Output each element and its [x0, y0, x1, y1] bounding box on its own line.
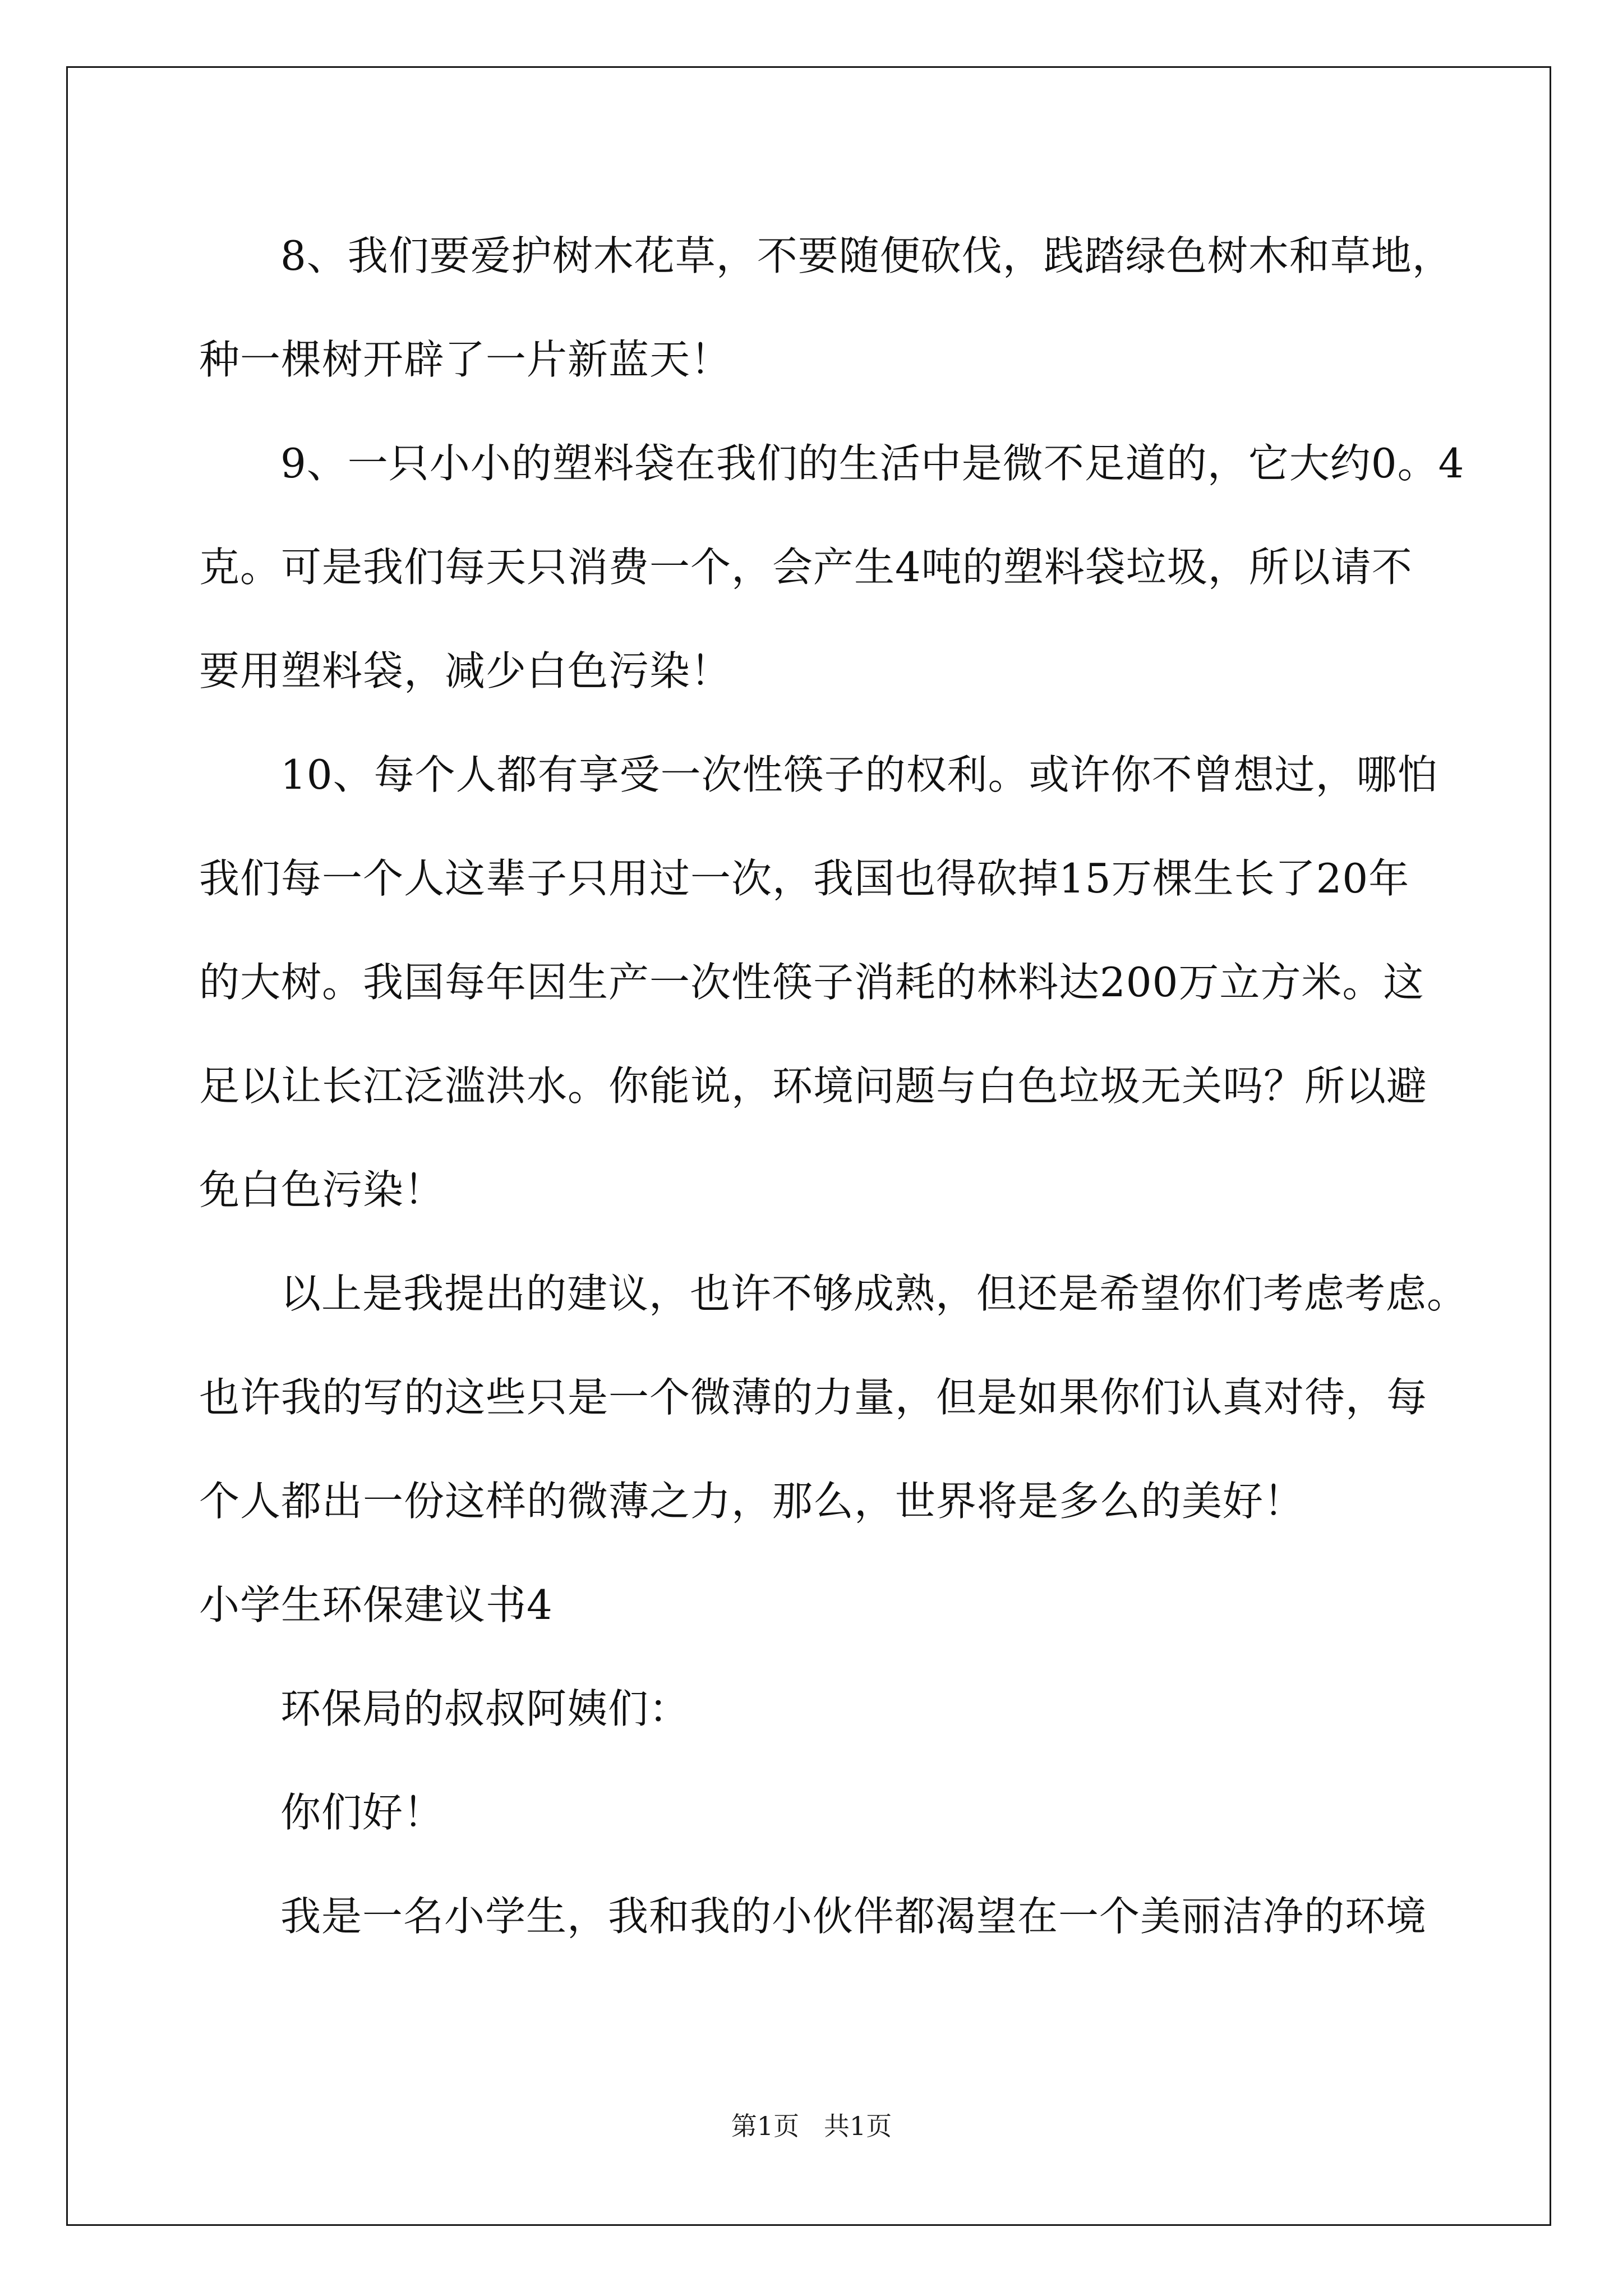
- section-title: 小学生环保建议书4: [199, 1581, 553, 1628]
- paragraph-9-line-1: 9、一只小小的塑料袋在我们的生活中是微不足道的，它大约0。4: [280, 440, 1465, 487]
- paragraph-9-line-2: 克。可是我们每天只消费一个，会产生4吨的塑料袋垃圾，所以请不: [199, 544, 1413, 591]
- paragraph-10-line-2: 我们每一个人这辈子只用过一次，我国也得砍掉15万棵生长了20年: [199, 855, 1410, 902]
- paragraph-8-line-1: 8、我们要爱护树木花草，不要随便砍伐，践踏绿色树木和草地，: [280, 232, 1453, 279]
- paragraph-10-line-3: 的大树。我国每年因生产一次性筷子消耗的林料达200万立方米。这: [199, 959, 1424, 1006]
- closing-line-3: 个人都出一份这样的微薄之力，那么，世界将是多么的美好！: [199, 1478, 1305, 1525]
- paragraph-10-line-1: 10、每个人都有享受一次性筷子的权利。或许你不曾想过，哪怕: [280, 751, 1438, 798]
- page-number: 第1页 共1页: [731, 2111, 892, 2141]
- paragraph-9-line-3: 要用塑料袋，减少白色污染！: [199, 647, 732, 694]
- paragraph-10-line-4: 足以让长江泛滥洪水。你能说，环境问题与白色垃圾无关吗？所以避: [199, 1062, 1428, 1110]
- paragraph-8-line-2: 种一棵树开辟了一片新蓝天！: [199, 336, 732, 383]
- paragraph-10-line-5: 免白色污染！: [199, 1166, 445, 1213]
- greeting: 你们好！: [280, 1789, 445, 1836]
- closing-line-1: 以上是我提出的建议，也许不够成熟，但还是希望你们考虑考虑。: [280, 1270, 1468, 1317]
- closing-line-2: 也许我的写的这些只是一个微薄的力量，但是如果你们认真对待，每: [199, 1374, 1428, 1421]
- letter-body-line-1: 我是一名小学生，我和我的小伙伴都渴望在一个美丽洁净的环境: [280, 1893, 1427, 1940]
- salutation: 环保局的叔叔阿姨们：: [280, 1685, 690, 1732]
